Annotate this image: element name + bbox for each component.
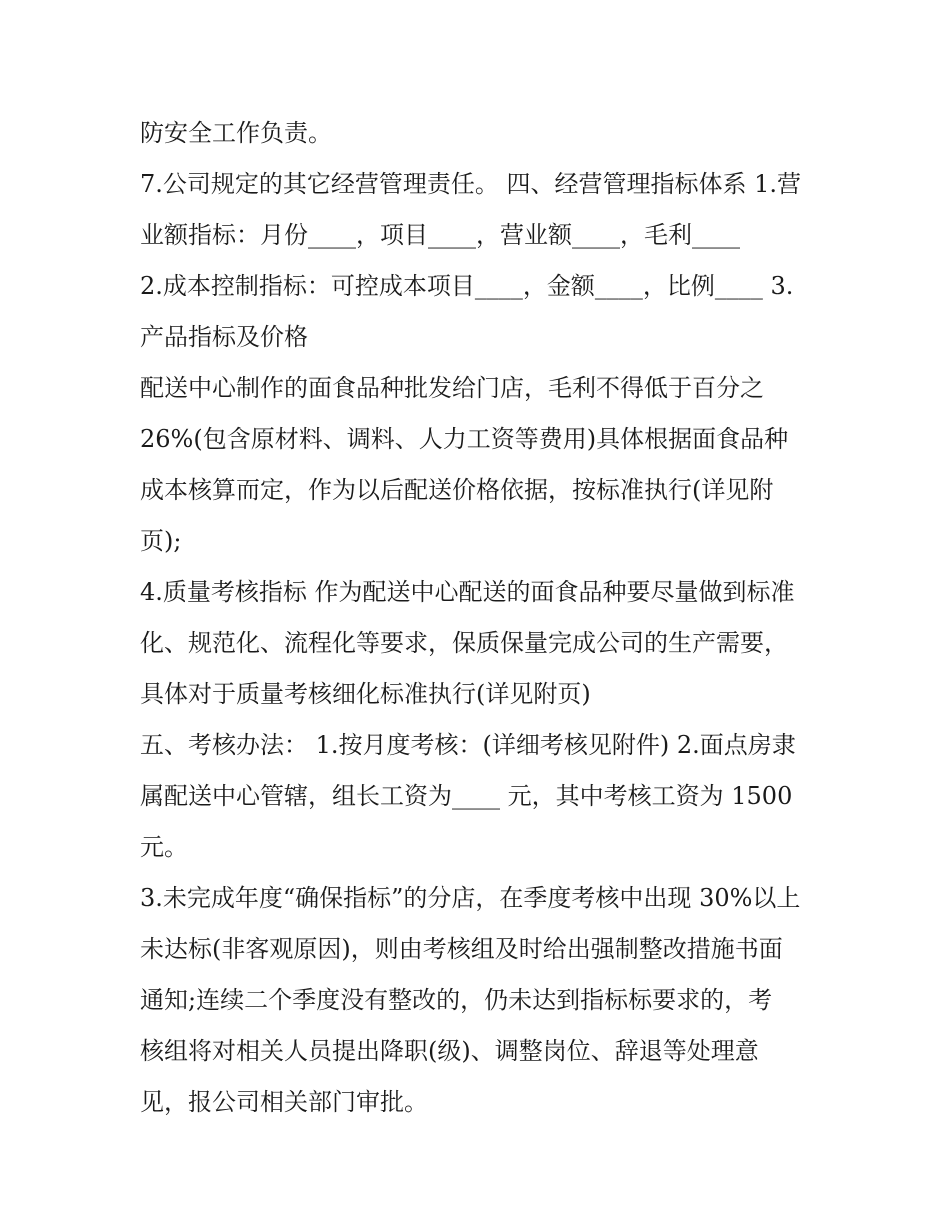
text-line: 4.质量考核指标 作为配送中心配送的面食品种要尽量做到标准 <box>140 578 795 606</box>
text-line: 核组将对相关人员提出降职(级)、调整岗位、辞退等处理意 <box>140 1037 759 1065</box>
text-line: 业额指标：月份____，项目____，营业额____，毛利____ <box>140 221 740 249</box>
document-body <box>140 108 820 1128</box>
text-line: 成本核算而定，作为以后配送价格依据，按标准执行(详见附 <box>140 476 774 504</box>
text-line: 3.未完成年度“确保指标”的分店，在季度考核中出现 30%以上 <box>140 884 801 912</box>
text-line: 五、考核办法： 1.按月度考核：(详细考核见附件) 2.面点房隶 <box>140 731 796 759</box>
text-line: 防安全工作负责。 <box>140 119 332 147</box>
text-line: 产品指标及价格 <box>140 323 308 351</box>
text-line: 化、规范化、流程化等要求，保质保量完成公司的生产需要， <box>140 629 788 657</box>
text-line: 属配送中心管辖，组长工资为____ 元，其中考核工资为 1500 <box>140 782 793 810</box>
text-line: 2.成本控制指标：可控成本项目____，金额____，比例____ 3. <box>140 272 794 300</box>
text-line: 元。 <box>140 833 188 861</box>
text-line: 页); <box>140 527 182 555</box>
text-line: 7.公司规定的其它经营管理责任。 四、经营管理指标体系 1.营 <box>140 170 802 198</box>
text-line: 通知;连续二个季度没有整改的，仍未达到指标标要求的，考 <box>140 986 773 1014</box>
text-line: 具体对于质量考核细化标准执行(详见附页) <box>140 680 591 708</box>
text-line: 26%(包含原材料、调料、人力工资等费用)具体根据面食品种 <box>140 425 789 453</box>
text-line: 未达标(非客观原因)，则由考核组及时给出强制整改措施书面 <box>140 935 783 963</box>
text-line: 配送中心制作的面食品种批发给门店，毛利不得低于百分之 <box>140 374 764 402</box>
text-line: 见，报公司相关部门审批。 <box>140 1088 428 1116</box>
